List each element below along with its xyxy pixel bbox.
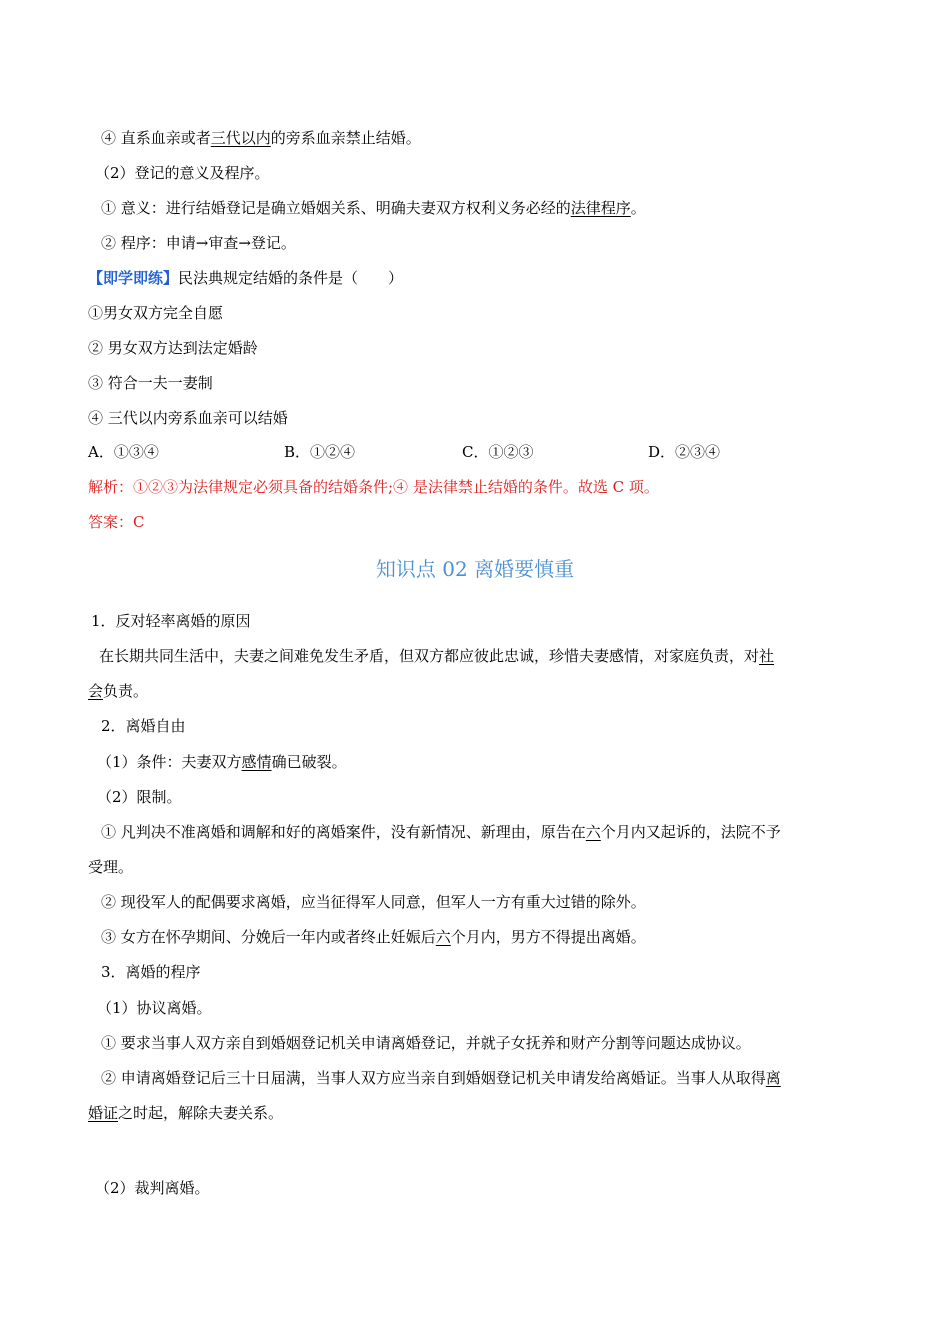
- exercise-tag: 【即学即练】: [88, 269, 179, 287]
- subheading-registration: （2）登记的意义及程序。: [95, 164, 270, 182]
- heading-1: 1．反对轻率离婚的原因: [91, 612, 251, 630]
- option-b: B．①②④: [284, 443, 356, 461]
- text: ① 意义：进行结婚登记是确立婚姻关系、明确夫妻双方权利义务必经的: [101, 199, 571, 217]
- underlined-term: 六: [435, 928, 451, 946]
- underlined-term: 会: [88, 682, 104, 700]
- text: ③ 女方在怀孕期间、分娩后一年内或者终止妊娠后: [101, 928, 436, 946]
- underlined-term: 三代以内: [210, 129, 271, 147]
- underlined-term: 感情: [241, 753, 272, 771]
- analysis: 解析：①②③为法律规定必须具备的结婚条件;④ 是法律禁止结婚的条件。故选 C 项。: [88, 478, 659, 496]
- judicial-divorce: （2）裁判离婚。: [95, 1179, 210, 1197]
- heading-2: 2．离婚自由: [101, 717, 186, 735]
- text: ② 申请离婚登记后三十日届满，当事人双方应当亲自到婚姻登记机关申请发给离婚证。当事人从取得: [101, 1069, 766, 1087]
- condition-line: [97, 752, 347, 772]
- restriction-3: [101, 927, 646, 947]
- text: ① 凡判决不准离婚和调解和好的离婚案件，没有新情况、新理由，原告在: [101, 823, 586, 841]
- text: （1）条件：夫妻双方: [97, 753, 242, 771]
- exercise-question: [88, 268, 403, 288]
- agreement-step-1: ① 要求当事人双方亲自到婚姻登记机关申请离婚登记，并就子女抚养和财产分割等问题达成协议。: [101, 1034, 751, 1052]
- exercise-item-2: ② 男女双方达到法定婚龄: [88, 339, 258, 357]
- option-d: D．②③④: [648, 443, 721, 461]
- text: 的旁系血亲禁止结婚。: [270, 129, 421, 147]
- underlined-term: 法律程序: [570, 199, 631, 217]
- text: 之时起，解除夫妻关系。: [118, 1104, 284, 1122]
- registration-meaning: [101, 198, 646, 218]
- question-text: 民法典规定结婚的条件是（ ）: [178, 269, 404, 287]
- text: 负责。: [103, 682, 149, 700]
- agreement-step-2b: [88, 1103, 283, 1123]
- restriction-heading: （2）限制。: [97, 788, 182, 806]
- text: 个月内，男方不得提出离婚。: [450, 928, 646, 946]
- underlined-term: 离: [765, 1069, 781, 1087]
- agreement-step-2a: [101, 1068, 781, 1088]
- text: 。: [630, 199, 646, 217]
- registration-procedure: ② 程序：申请→审查→登记。: [101, 234, 296, 252]
- paragraph-1b: [88, 681, 148, 701]
- agreement-divorce: （1）协议离婚。: [97, 999, 212, 1017]
- rule-4-line: [101, 128, 421, 148]
- underlined-term: 社: [759, 647, 775, 665]
- text: 在长期共同生活中，夫妻之间难免发生矛盾，但双方都应彼此忠诚，珍惜夫妻感情，对家庭负责，对: [99, 647, 760, 665]
- paragraph-1a: [99, 646, 774, 666]
- text: ④ 直系血亲或者: [101, 129, 211, 147]
- restriction-2: ② 现役军人的配偶要求离婚，应当征得军人同意，但军人一方有重大过错的除外。: [101, 893, 646, 911]
- section-title: 知识点 02 离婚要慎重: [375, 557, 575, 581]
- restriction-1a: [101, 822, 781, 842]
- option-a: A．①③④: [88, 443, 159, 461]
- option-c: C．①②③: [462, 443, 534, 461]
- underlined-term: 婚证: [88, 1104, 119, 1122]
- restriction-1b: 受理。: [88, 858, 134, 876]
- answer: 答案：C: [88, 513, 145, 531]
- text: 确已破裂。: [271, 753, 347, 771]
- heading-3: 3．离婚的程序: [101, 963, 201, 981]
- exercise-item-3: ③ 符合一夫一妻制: [88, 374, 213, 392]
- text: 个月内又起诉的，法院不予: [600, 823, 781, 841]
- underlined-term: 六: [585, 823, 601, 841]
- exercise-item-1: ①男女双方完全自愿: [88, 304, 224, 322]
- exercise-item-4: ④ 三代以内旁系血亲可以结婚: [88, 409, 288, 427]
